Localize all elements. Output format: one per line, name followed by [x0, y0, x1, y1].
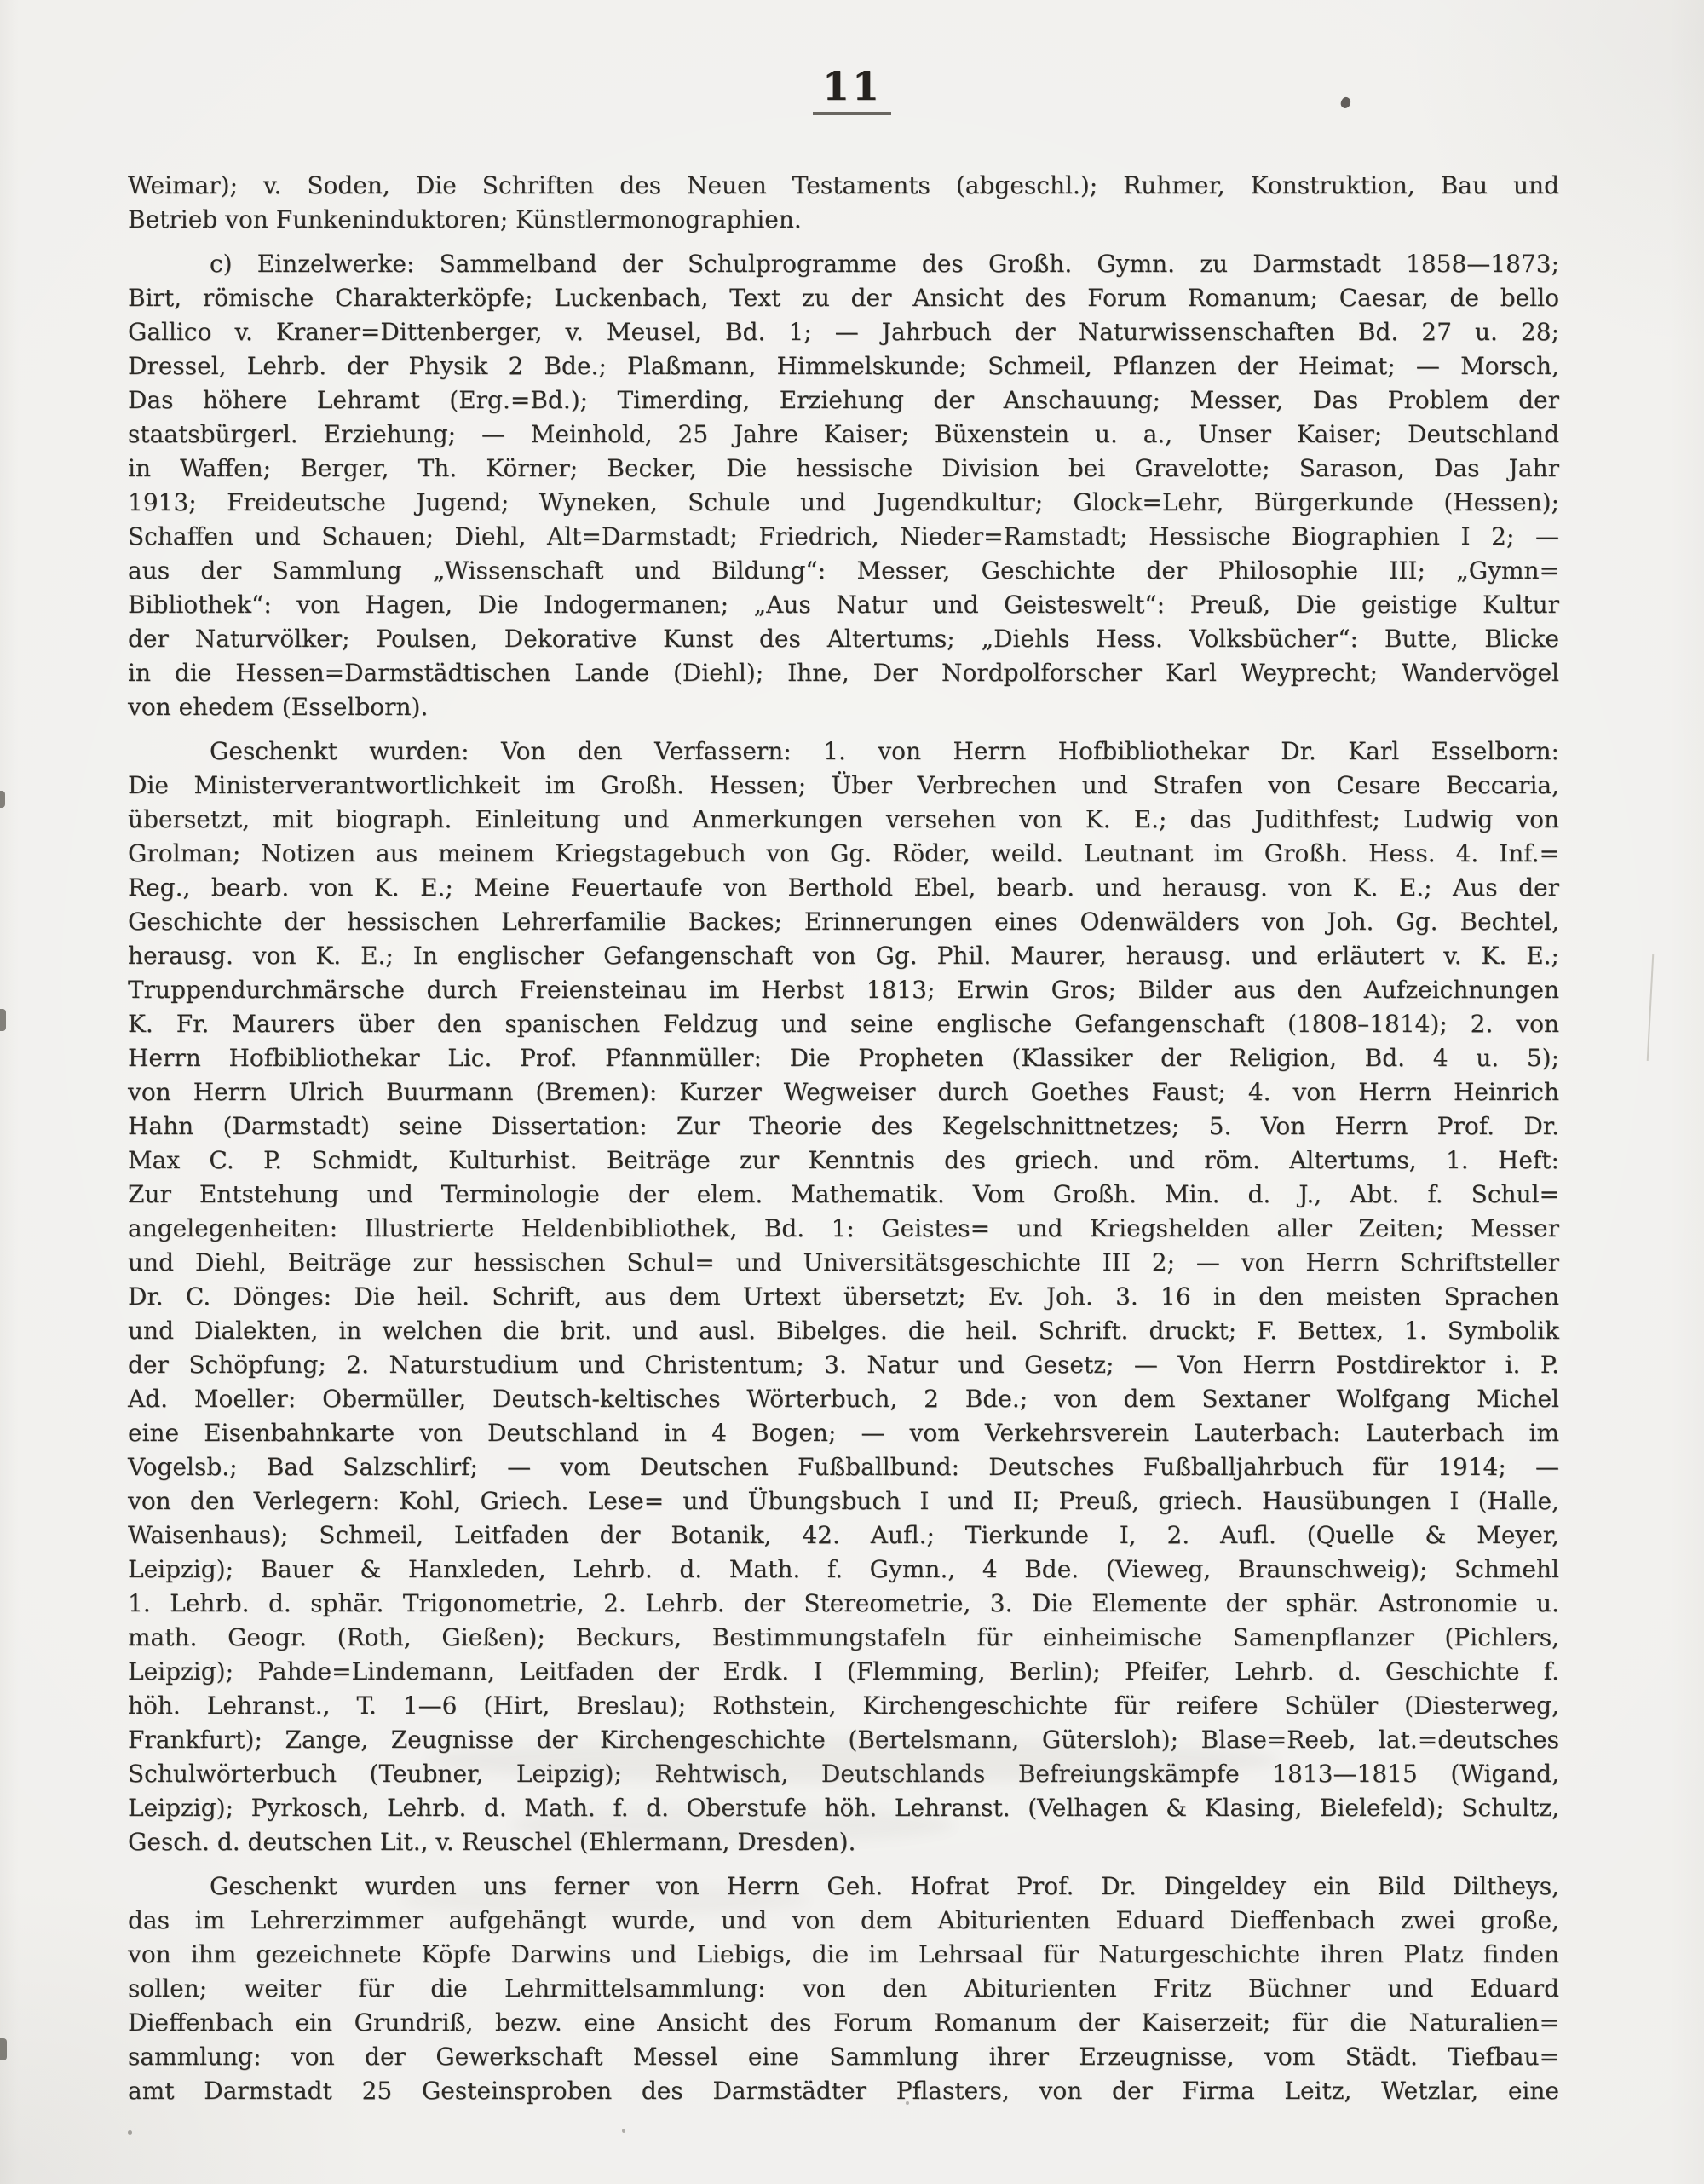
text-line: höh. Lehranst., T. 1—6 (Hirt, Breslau); Rothstein, Kirchengeschichte für reifere Schüler (Diesterweg, — [128, 1691, 1559, 1720]
text-line: übersetzt, mit biograph. Einleitung und Anmerkungen versehen von K. E.; das Judithfest; Ludwig von — [128, 805, 1559, 833]
text-line: staatsbürgerl. Erziehung; — Meinhold, 25 Jahre Kaiser; Büxenstein u. a., Unser Kaiser; Deutschland — [128, 420, 1559, 448]
text-line: von den Verlegern: Kohl, Griech. Lese= und Übungsbuch I und II; Preuß, griech. Hausübungen I (Halle, — [128, 1487, 1559, 1515]
paragraph — [128, 247, 1559, 724]
scan-edge-mark — [0, 2038, 7, 2060]
scan-scratch — [1647, 954, 1655, 1061]
text-line: Gesch. d. deutschen Lit., v. Reuschel (Ehlermann, Dresden). — [128, 1828, 856, 1856]
text-line: Schaffen und Schauen; Diehl, Alt=Darmstadt; Friedrich, Nieder=Ramstadt; Hessische Biographien I 2; — — [128, 522, 1559, 550]
text-line: Bibliothek“: von Hagen, Die Indogermanen; „Aus Natur und Geisteswelt“: Preuß, Die geistige Kultur — [128, 591, 1559, 619]
text-line: von Herrn Ulrich Buurmann (Bremen): Kurzer Wegweiser durch Goethes Faust; 4. von Herrn Heinrich — [128, 1078, 1559, 1106]
text-line: Max C. P. Schmidt, Kulturhist. Beiträge zur Kenntnis des griech. und röm. Altertums, 1. Heft: — [128, 1146, 1559, 1174]
text-line: Hahn (Darmstadt) seine Dissertation: Zur Theorie des Kegelschnittnetzes; 5. Von Herrn Prof. Dr. — [128, 1112, 1559, 1140]
page-number: 11 — [821, 63, 882, 109]
text-line: und Diehl, Beiträge zur hessischen Schul= und Universitätsgeschichte III 2; — von Herrn Schriftsteller — [128, 1248, 1559, 1276]
ink-smudge — [400, 1885, 809, 1916]
text-line: c) Einzelwerke: Sammelband der Schulprogramme des Großh. Gymn. zu Darmstadt 1858—1873; — [210, 250, 1559, 278]
text-line: Vogelsb.; Bad Salzschlirf; — vom Deutschen Fußballbund: Deutsches Fußballjahrbuch für 1914; — — [128, 1453, 1559, 1481]
text-line: Ad. Moeller: Obermüller, Deutsch-keltisches Wörterbuch, 2 Bde.; von dem Sextaner Wolfgang Michel — [128, 1385, 1559, 1413]
text-line: Leipzig); Pahde=Lindemann, Leitfaden der Erdk. I (Flemming, Berlin); Pfeifer, Lehrb. d. Geschichte f. — [128, 1657, 1559, 1686]
text-line: aus der Sammlung „Wissenschaft und Bildung“: Messer, Geschichte der Philosophie III; „Gymn= — [128, 556, 1559, 585]
text-line: in Waffen; Berger, Th. Körner; Becker, Die hessische Division bei Gravelotte; Sarason, Das Jahr — [128, 454, 1559, 482]
scan-edge-mark — [0, 791, 5, 808]
text-line: Das höhere Lehramt (Erg.=Bd.); Timerding, Erziehung der Anschauung; Messer, Das Problem der — [128, 386, 1559, 414]
text-line: Geschenkt wurden: Von den Verfassern: 1. von Herrn Hofbibliothekar Dr. Karl Esselborn: — [210, 737, 1559, 765]
text-line: sollen; weiter für die Lehrmittelsammlung: von den Abiturienten Fritz Büchner und Eduard — [128, 1974, 1559, 2002]
text-line: und Dialekten, in welchen die brit. und ausl. Bibelges. die heil. Schrift. druckt; F. Bettex, 1. Symbolik — [128, 1317, 1559, 1345]
text-line: in die Hessen=Darmstädtischen Lande (Diehl); Ihne, Der Nordpolforscher Karl Weyprecht; Wandervögel — [128, 659, 1559, 687]
text-line: K. Fr. Maurers über den spanischen Feldzug und seine englische Gefangenschaft (1808–1814); 2. von — [128, 1010, 1559, 1038]
scan-edge-mark — [0, 1009, 6, 1031]
paragraph — [128, 735, 1559, 1859]
text-line: Waisenhaus); Schmeil, Leitfaden der Botanik, 42. Aufl.; Tierkunde I, 2. Aufl. (Quelle & Meyer, — [128, 1521, 1559, 1549]
scan-dot — [128, 2130, 132, 2135]
text-line: Geschenkt wurden uns ferner von Herrn Geh. Hofrat Prof. Dr. Dingeldey ein Bild Diltheys, — [210, 1872, 1559, 1900]
text-line: Leipzig); Pyrkosch, Lehrb. d. Math. f. d. Oberstufe höh. Lehranst. (Velhagen & Klasing, Bielefeld); Schultz, — [128, 1794, 1559, 1822]
text-line: Schulwörterbuch (Teubner, Leipzig); Rehtwisch, Deutschlands Befreiungskämpfe 1813—1815 (Wigand, — [128, 1760, 1559, 1788]
paragraph — [128, 169, 1559, 237]
scan-dot — [622, 2129, 625, 2133]
text-line: Reg., bearb. von K. E.; Meine Feuertaufe von Berthold Ebel, bearb. und herausg. von K. E.; Aus der — [128, 873, 1559, 902]
text-line: Zur Entstehung und Terminologie der elem. Mathematik. Vom Großh. Min. d. J., Abt. f. Schul= — [128, 1180, 1559, 1208]
text-line: Herrn Hofbibliothekar Lic. Prof. Pfannmüller: Die Propheten (Klassiker der Religion, Bd. 4 u. 5); — [128, 1044, 1559, 1072]
text-line: Grolman; Notizen aus meinem Kriegstagebuch von Gg. Röder, weild. Leutnant im Großh. Hess. 4. Inf.= — [128, 839, 1559, 867]
text-line: Birt, römische Charakterköpfe; Luckenbach, Text zu der Ansicht des Forum Romanum; Caesar, de bello — [128, 284, 1559, 312]
text-line: amt Darmstadt 25 Gesteinsproben des Darmstädter Pflasters, von der Firma Leitz, Wetzlar, eine — [128, 2077, 1559, 2105]
text-line: von ehedem (Esselborn). — [128, 693, 429, 721]
page-header — [0, 63, 1704, 115]
page-number-underline — [813, 112, 891, 115]
text-line: Leipzig); Bauer & Hanxleden, Lehrb. d. Math. f. Gymn., 4 Bde. (Vieweg, Braunschweig); Schmehl — [128, 1555, 1559, 1583]
text-line: von ihm gezeichnete Köpfe Darwins und Liebigs, die im Lehrsaal für Naturgeschichte ihren Platz finden — [128, 1940, 1559, 1968]
text-line: Geschichte der hessischen Lehrerfamilie Backes; Erinnerungen eines Odenwälders von Joh. Gg. Bechtel, — [128, 908, 1559, 936]
text-line: sammlung: von der Gewerkschaft Messel eine Sammlung ihrer Erzeugnisse, vom Städt. Tiefbau= — [128, 2043, 1559, 2071]
text-line: der Schöpfung; 2. Naturstudium und Christentum; 3. Natur und Gesetz; — Von Herrn Postdirektor i. P. — [128, 1351, 1559, 1379]
text-line: Frankfurt); Zange, Zeugnisse der Kirchengeschichte (Bertelsmann, Gütersloh); Blase=Reeb, lat.=deutsches — [128, 1726, 1559, 1754]
text-line: Weimar); v. Soden, Die Schriften des Neuen Testaments (abgeschl.); Ruhmer, Konstruktion, Bau und — [128, 171, 1559, 199]
text-line: 1. Lehrb. d. sphär. Trigonometrie, 2. Lehrb. der Stereometrie, 3. Die Elemente der sphär. Astronomie u. — [128, 1589, 1559, 1617]
text-line: eine Eisenbahnkarte von Deutschland in 4 Bogen; — vom Verkehrsverein Lauterbach: Lauterbach im — [128, 1419, 1559, 1447]
text-line: Truppendurchmärsche durch Freiensteinau im Herbst 1813; Erwin Gros; Bilder aus den Aufzeichnungen — [128, 976, 1559, 1004]
text-line: 1913; Freideutsche Jugend; Wyneken, Schule und Jugendkultur; Glock=Lehr, Bürgerkunde (Hessen); — [128, 488, 1559, 516]
text-line: Betrieb von Funkeninduktoren; Künstlermonographien. — [128, 205, 802, 233]
ink-smudge — [426, 1738, 1278, 1783]
text-line: angelegenheiten: Illustrierte Heldenbibliothek, Bd. 1: Geistes= und Kriegshelden aller Zeiten; Messer — [128, 1214, 1559, 1242]
text-line: Dressel, Lehrb. der Physik 2 Bde.; Plaßmann, Himmelskunde; Schmeil, Pflanzen der Heimat; — Morsch, — [128, 352, 1559, 380]
text-line: das im Lehrerzimmer aufgehängt wurde, und von dem Abiturienten Eduard Dieffenbach zwei große, — [128, 1906, 1559, 1934]
text-line: Dr. C. Dönges: Die heil. Schrift, aus dem Urtext übersetzt; Ev. Joh. 3. 16 in den meisten Sprachen — [128, 1282, 1559, 1311]
scan-dot — [906, 2101, 909, 2105]
text-line: der Naturvölker; Poulsen, Dekorative Kunst des Altertums; „Diehls Hess. Volksbücher“: Butte, Blicke — [128, 625, 1559, 653]
text-line: herausg. von K. E.; In englischer Gefangenschaft von Gg. Phil. Maurer, herausg. und erläutert v. K. E.; — [128, 942, 1559, 970]
text-line: Die Ministerverantwortlichkeit im Großh. Hessen; Über Verbrechen und Strafen von Cesare Beccaria, — [128, 771, 1559, 799]
text-line: Dieffenbach ein Grundriß, bezw. eine Ansicht des Forum Romanum der Kaiserzeit; für die Naturalien= — [128, 2008, 1559, 2037]
ink-smudge — [511, 1807, 954, 1844]
text-line: Gallico v. Kraner=Dittenberger, v. Meusel, Bd. 1; — Jahrbuch der Naturwissenschaften Bd. 27 u. 28; — [128, 318, 1559, 346]
paragraph — [128, 1870, 1559, 2108]
text-line: math. Geogr. (Roth, Gießen); Beckurs, Bestimmungstafeln für einheimische Samenpflanzer (Pichlers, — [128, 1623, 1559, 1651]
